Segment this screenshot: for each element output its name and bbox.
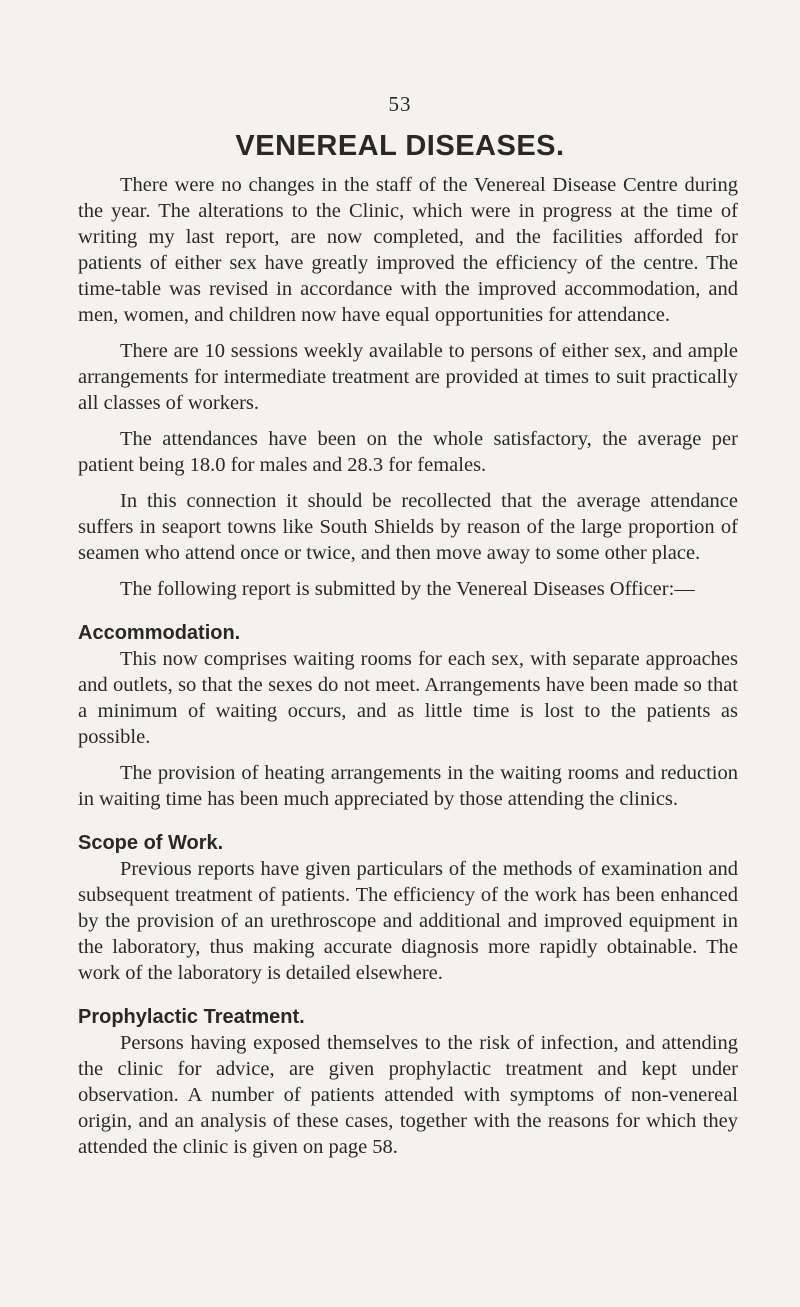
prophylactic-paragraph: Persons having exposed themselves to the risk of infection, and attending the clinic for advice, are given prophylactic treatment and kept under observation. A number of patients attended with symptoms of non-venereal origin, and an analysis of these cases, together with the reasons for which they attended the clinic is given on page 58.: [78, 1032, 738, 1158]
section-heading-prophylactic: Prophylactic Treatment.: [78, 1006, 305, 1028]
document-body: [78, 172, 738, 1170]
page-title: VENEREAL DISEASES.: [235, 130, 565, 162]
page-number: 53: [388, 92, 412, 116]
section-heading-accommodation: Accommodation.: [78, 622, 241, 644]
intro-paragraph: There were no changes in the staff of the Venereal Disease Centre during the year. The alterations to the Clinic, which were in progress at the time of writing my last report, are now completed, and the facilities afforded for patients of either sex have greatly improved the efficiency of the centre. The time-table was revised in accordance with the improved accommodation, and men, women, and children now have equal opportunities for attendance.: [78, 174, 738, 326]
accommodation-paragraph: This now comprises waiting rooms for each sex, with separate approaches and outlets, so that the sexes do not meet. Arrangements have been made so that a minimum of waiting occurs, and as little time is lost to the patients as possible.: [78, 648, 738, 748]
intro-paragraph: In this connection it should be recollected that the average attendance suffers in seaport towns like South Shields by reason of the large proportion of seamen who attend once or twice, and then move away to some other place.: [78, 490, 738, 564]
scope-paragraph: Previous reports have given particulars of the methods of examination and subsequent treatment of patients. The efficiency of the work has been enhanced by the provision of an urethroscope and additional and improved equipment in the laboratory, thus making accurate diagnosis more rapidly obtainable. The work of the laboratory is detailed elsewhere.: [78, 858, 738, 984]
accommodation-paragraph: The provision of heating arrangements in the waiting rooms and reduction in waiting time has been much appreciated by those attending the clinics.: [78, 762, 738, 810]
intro-paragraph: The attendances have been on the whole satisfactory, the average per patient being 18.0 for males and 28.3 for females.: [78, 428, 738, 476]
section-heading-scope: Scope of Work.: [78, 832, 224, 854]
intro-paragraph: There are 10 sessions weekly available to persons of either sex, and ample arrangements for intermediate treatment are provided at times to suit practically all classes of workers.: [78, 340, 738, 414]
intro-paragraph: The following report is submitted by the Venereal Diseases Officer:—: [120, 578, 695, 600]
